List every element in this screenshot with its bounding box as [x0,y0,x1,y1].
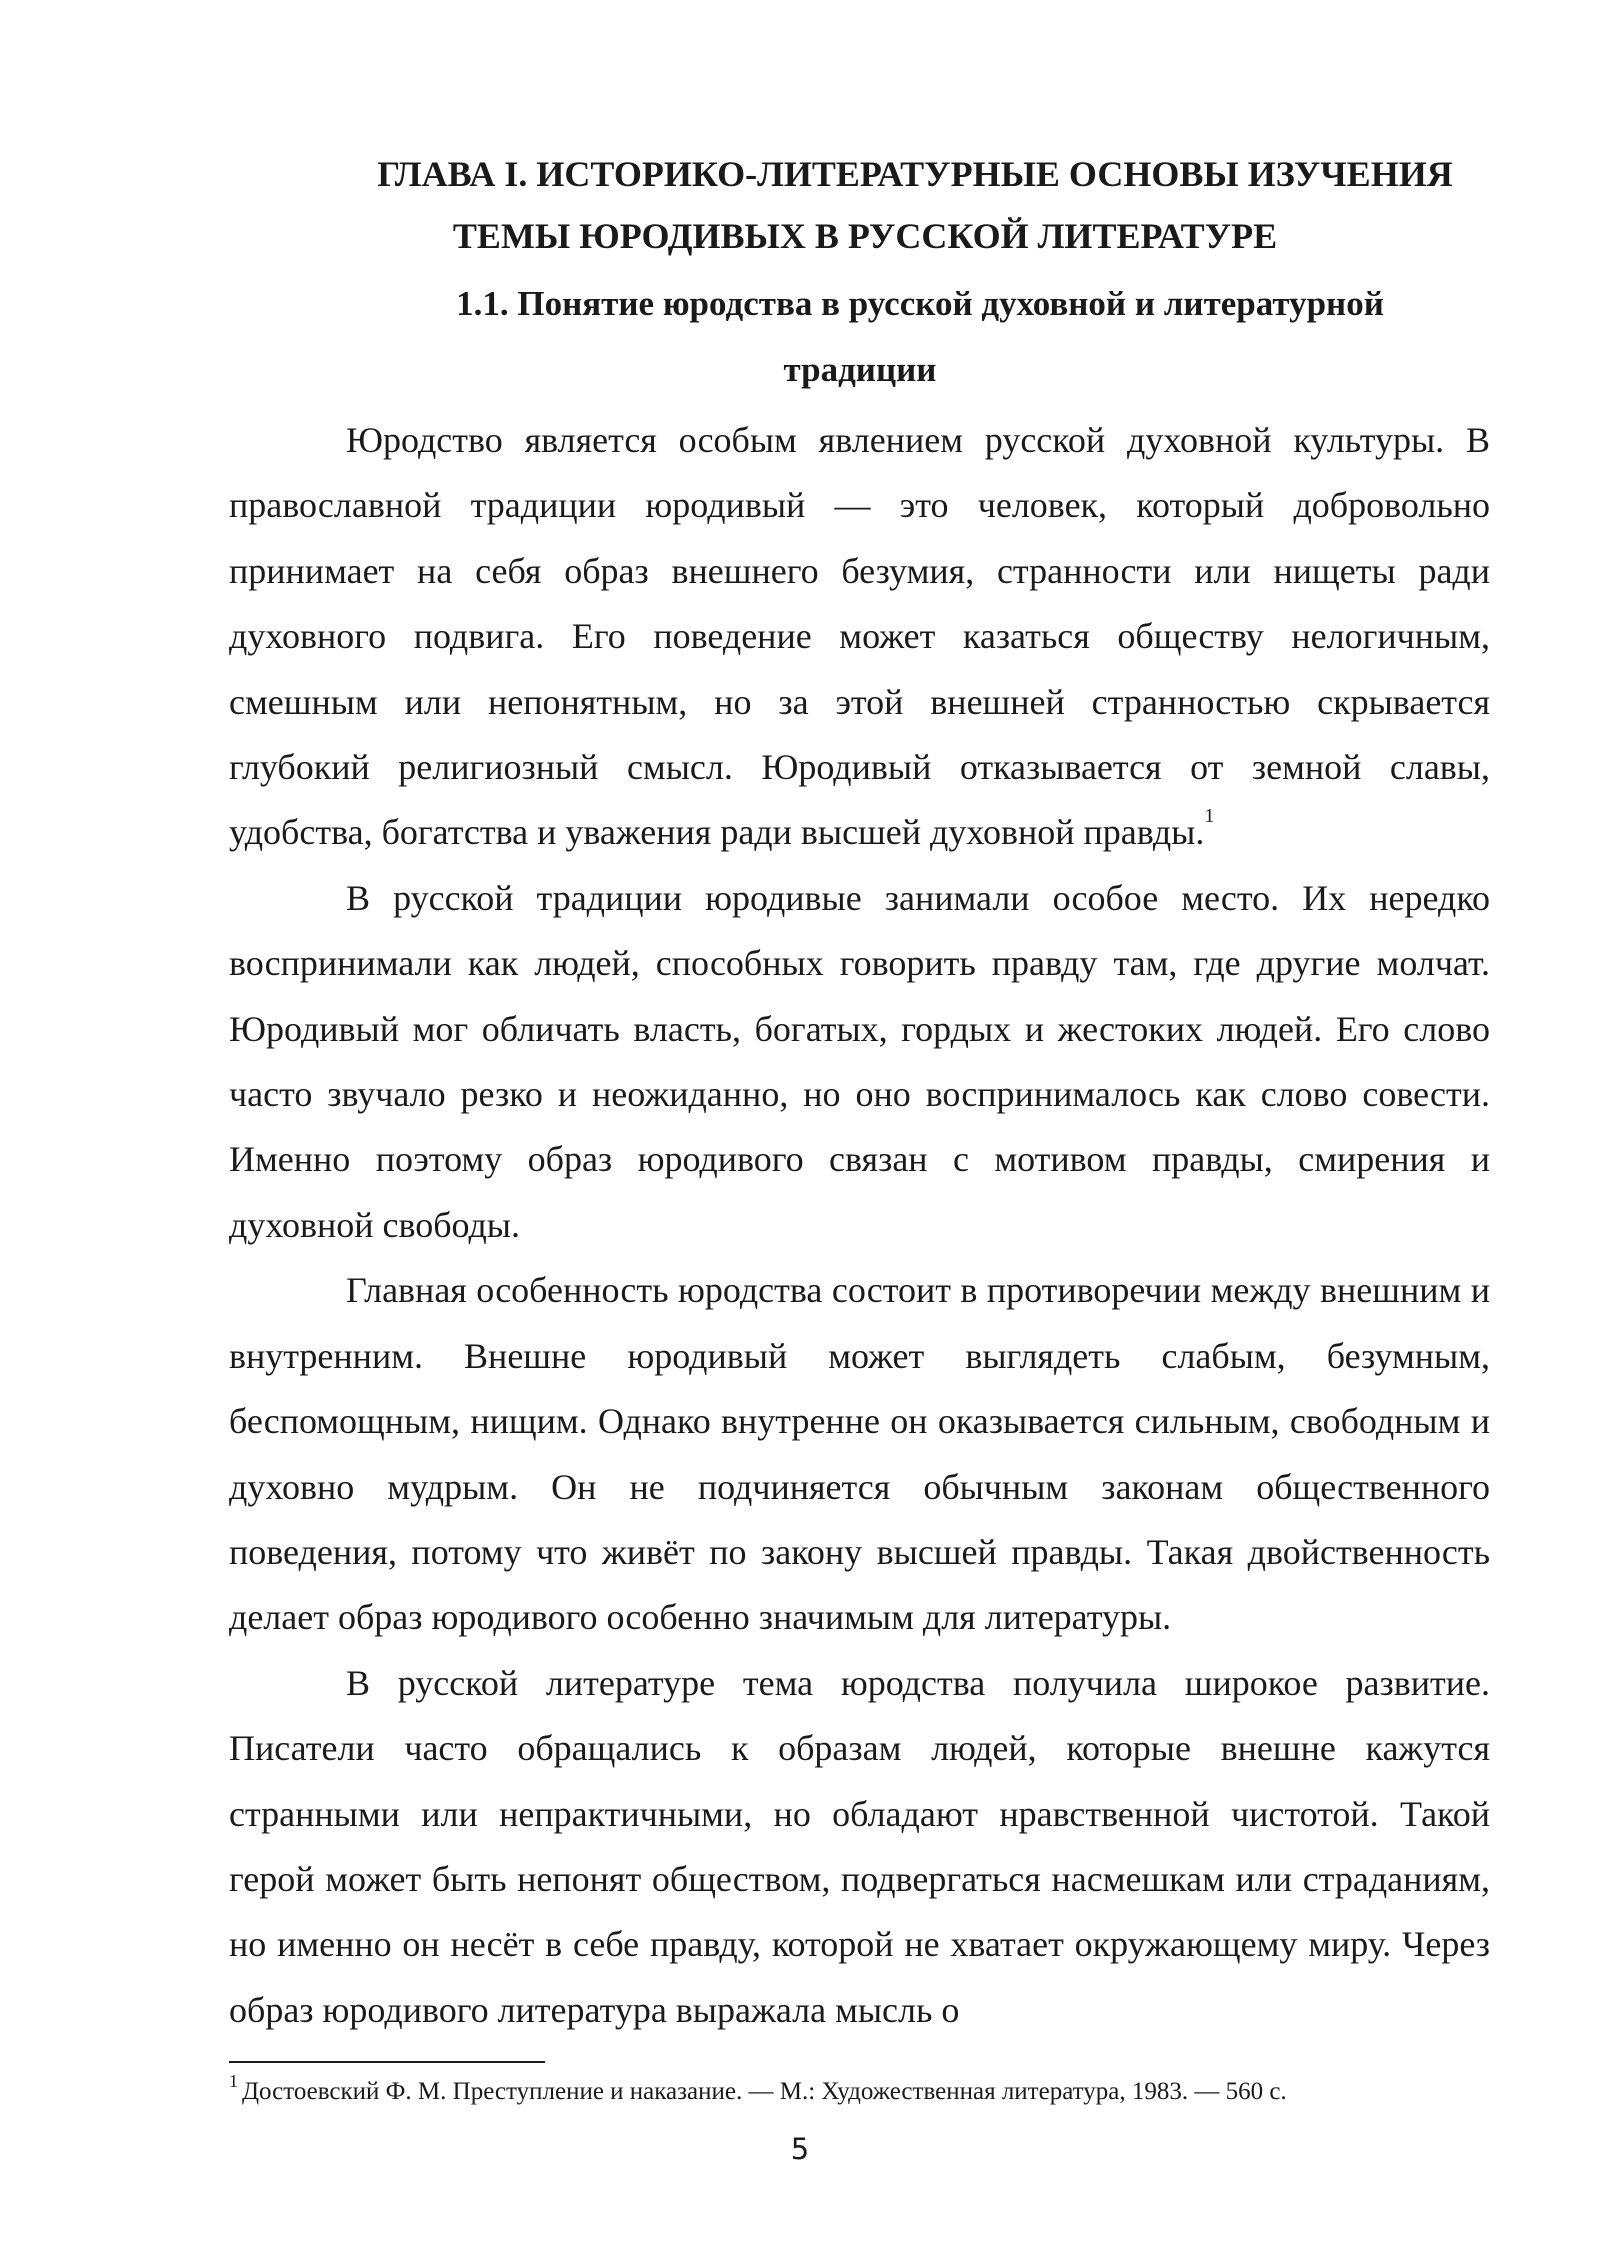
page-number: 5 [790,2132,810,2166]
paragraph-text: Юродство является особым явлением русской духовной культуры. В православной традиции юродивый — это человек, который добровольно принимает на себя образ внешнего безумия, странности или нищеты ради духовного подвига. Его поведение может казаться обществу нелогичным, смешным или непонятным, но за этой внешней странностью скрывается глубокий религиозный смысл. Юродивый отказывается от земной славы, удобства, богатства и уважения ради высшей духовной правды. [229,420,1490,853]
footnote-number: 1 [229,2071,238,2091]
paragraph [229,408,1490,866]
section-heading-line-2: традиции [783,350,937,389]
section-heading-line-1: 1.1. Понятие юродства в русской духовной и литературной [456,284,1384,323]
footnote-text: Достоевский Ф. М. Преступление и наказание. — М.: Художественная литература, 1983. — 560 с. [242,2078,1287,2105]
body-text [229,408,1490,2043]
paragraph: Главная особенность юродства состоит в противоречии между внешним и внутренним. Внешне юродивый может выглядеть слабым, безумным, беспомощным, нищим. Однако внутренне он оказывается сильным, свободным и духовно мудрым. Он не подчиняется обычным законам общественного поведения, потому что живёт по закону высшей правды. Такая двойственность делает образ юродивого особенно значимым для литературы. [229,1270,1490,1638]
footnote-reference: 1 [1204,805,1215,828]
footnote-separator [229,2061,545,2063]
paragraph: В русской традиции юродивые занимали особое место. Их нередко воспринимали как людей, способных говорить правду там, где другие молчат. Юродивый мог обличать власть, богатых, гордых и жестоких людей. Его слово часто звучало резко и неожиданно, но оно воспринималось как слово совести. Именно поэтому образ юродивого связан с мотивом правды, смирения и духовной свободы. [229,877,1490,1245]
paragraph: В русской литературе тема юродства получила широкое развитие. Писатели часто обращались к образам людей, которые внешне кажутся странными или непрактичными, но обладают нравственной чистотой. Такой герой может быть непонят обществом, подвергаться насмешкам или страданиям, но именно он несёт в себе правду, которой не хватает окружающему миру. Через образ юродивого литература выражала мысль о [229,1662,1490,2030]
chapter-heading-line-1: ГЛАВА I. ИСТОРИКО-ЛИТЕРАТУРНЫЕ ОСНОВЫ ИЗУЧЕНИЯ [377,154,1453,194]
footnote [229,2071,1489,2106]
chapter-heading-line-2: ТЕМЫ ЮРОДИВЫХ В РУССКОЙ ЛИТЕРАТУРЕ [452,216,1278,256]
